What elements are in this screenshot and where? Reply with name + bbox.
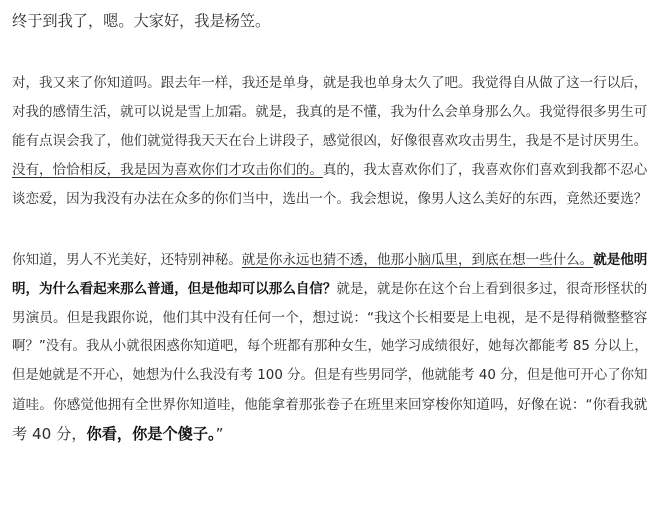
text-segment: 对，我又来了你知道吗。跟去年一样，我还是单身，就是我也单身太久了吧。我觉得自从做了这一行以后， bbox=[12, 75, 648, 91]
text-line bbox=[12, 363, 647, 389]
bold-text: 就是他明 bbox=[593, 252, 648, 268]
text-line bbox=[12, 334, 648, 360]
text-segment: ” bbox=[215, 425, 224, 443]
text-segment: 考 40 分， bbox=[12, 425, 87, 443]
text-line bbox=[12, 186, 647, 212]
text-line bbox=[12, 247, 647, 273]
text-segment: 道哇。你感觉他拥有全世界你知道哇，他能拿着那张卷子在班里来回穿梭你知道吗，好像在说：“你看我就 bbox=[12, 397, 648, 413]
text-segment: 能有点误会我了，他们就觉得我天天在台上讲段子，感觉很凶，好像很喜欢攻击男生，我是不是讨厌男生。 bbox=[12, 133, 648, 149]
text-line bbox=[12, 70, 647, 96]
text-segment: 终于到我了，嗯。大家好，我是杨笠。 bbox=[12, 12, 271, 30]
text-segment: 真的，我太喜欢你们了，我喜欢你们喜欢到我都不忍心 bbox=[322, 162, 648, 178]
text-segment: 男演员。但是我跟你说，他们其中没有任何一个，想过说：“我这个长相要是上电视，是不是得稍微整整容 bbox=[12, 310, 648, 326]
underlined-text: 没有，恰恰相反，我是因为喜欢你们才攻击你们的。 bbox=[12, 162, 323, 178]
text-line bbox=[12, 99, 647, 125]
bold-text: 你看，你是个傻子。 bbox=[86, 425, 216, 443]
text-line bbox=[12, 157, 647, 183]
text-segment: 对我的感情生活，就可以说是雪上加霜。就是，我真的是不懂，我为什么会单身那么久。我觉得很多男生可 bbox=[12, 104, 648, 120]
text-line bbox=[12, 421, 224, 447]
text-segment: 但是她就是不开心，她想为什么我没有考 100 分。但是有些男同学，他就能考 40 分，但是他可开心了你知 bbox=[12, 368, 648, 383]
text-line bbox=[12, 128, 647, 154]
text-segment: 就是，就是你在这个台上看到很多过，很奇形怪状的 bbox=[336, 281, 648, 297]
text-line bbox=[12, 8, 270, 34]
text-line bbox=[12, 305, 647, 331]
underlined-text: 就是你永远也猜不透，他那小脑瓜里，到底在想一些什么。 bbox=[241, 252, 594, 268]
text-line bbox=[12, 276, 647, 302]
text-segment: 谈恋爱，因为我没有办法在众多的你们当中，选出一个。我会想说，像男人这么美好的东西，竟然还要选？ bbox=[12, 191, 648, 207]
text-segment: 你知道，男人不光美好，还特别神秘。 bbox=[12, 252, 242, 268]
bold-text: 明，为什么看起来那么普通，但是他却可以那么自信？ bbox=[12, 281, 337, 297]
text-segment: 啊？”没有。我从小就很困惑你知道吧，每个班都有那种女生，她学习成绩很好，她每次都能考 85 分以上， bbox=[12, 339, 648, 354]
text-line bbox=[12, 392, 647, 418]
